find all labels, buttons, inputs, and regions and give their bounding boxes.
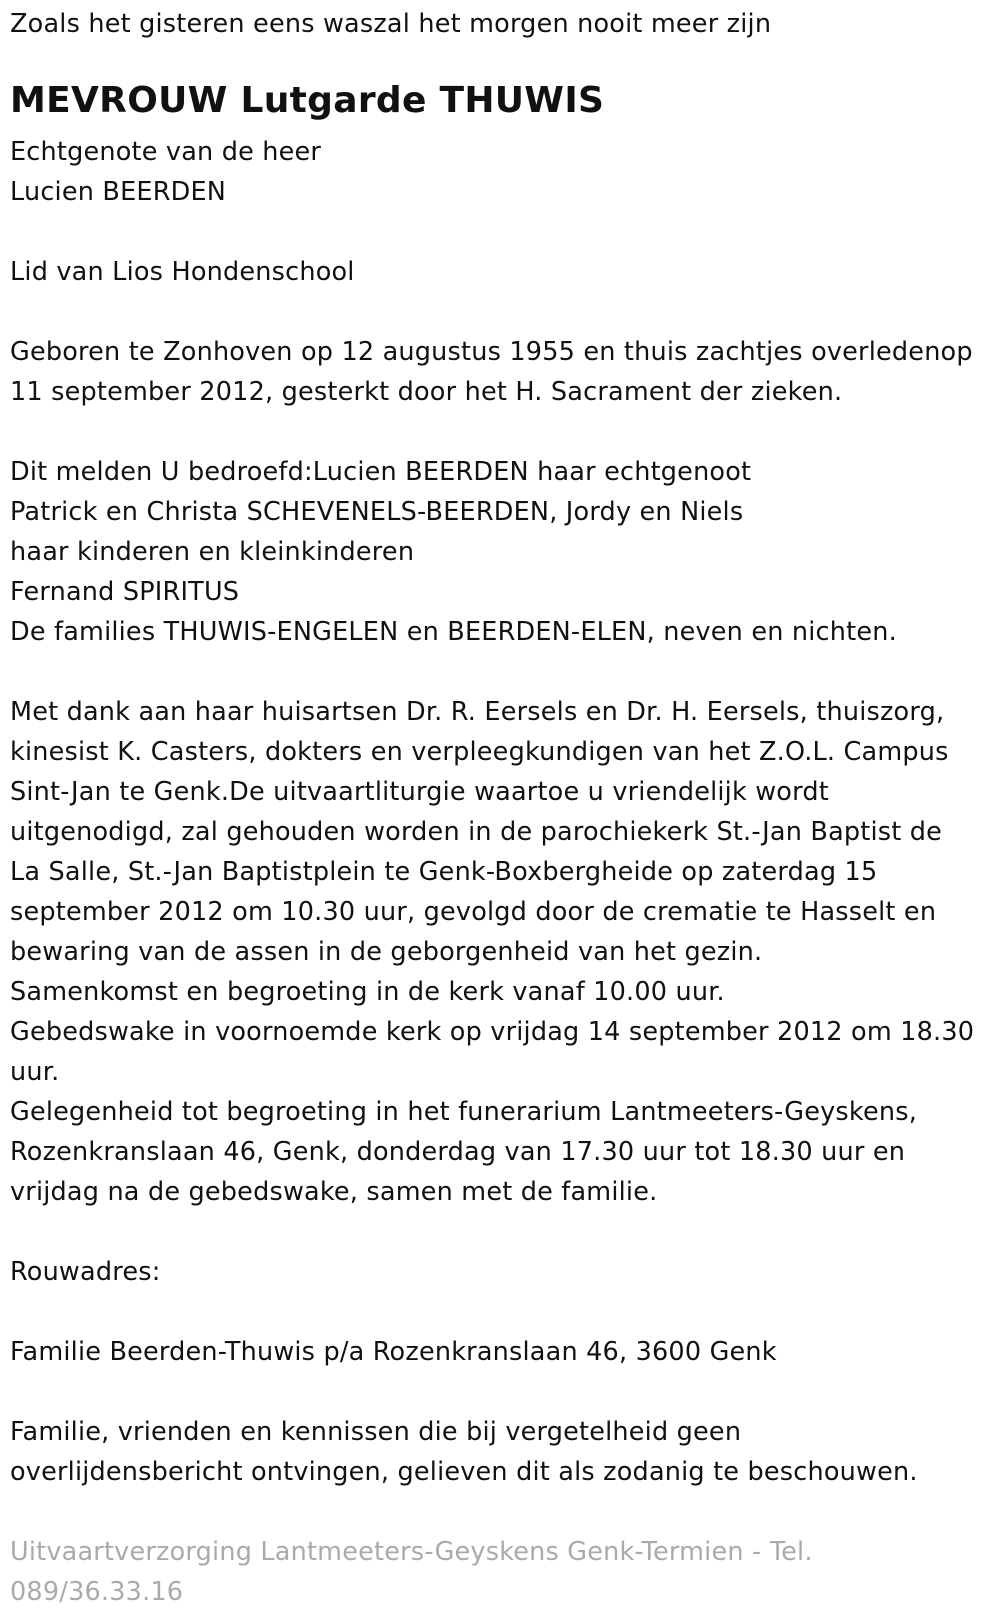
details-line: september 2012 om 10.30 uur, gevolgd door de crematie te Hasselt en [10, 897, 937, 927]
footer-line: 089/36.33.16 [10, 1577, 184, 1607]
details-line: Samenkomst en begroeting in de kerk vanaf 10.00 uur. [10, 977, 725, 1007]
spouse-line: Lucien BEERDEN [10, 177, 227, 207]
deceased-name-title: MEVROUW Lutgarde THUWIS [10, 80, 605, 121]
rouwadres-label: Rouwadres: [10, 1257, 161, 1287]
details-line: Gelegenheid tot begroeting in het funerarium Lantmeeters-Geyskens, [10, 1097, 918, 1127]
birth-death-block [10, 332, 1000, 412]
announcer-line: Patrick en Christa SCHEVENELS-BEERDEN, Jordy en Niels [10, 497, 744, 527]
funeral-details-block [10, 692, 1000, 1212]
spacer [10, 1292, 1000, 1332]
birth-line: Geboren te Zonhoven op 12 augustus 1955 en thuis zachtjes overledenop [10, 337, 973, 367]
details-line: Gebedswake in voornoemde kerk op vrijdag 14 september 2012 om 18.30 [10, 1017, 975, 1047]
announcer-line: De families THUWIS-ENGELEN en BEERDEN-ELEN, neven en nichten. [10, 617, 897, 647]
details-line: Rozenkranslaan 46, Genk, donderdag van 17.30 uur tot 18.30 uur en [10, 1137, 906, 1167]
notice-block [10, 1412, 1000, 1492]
spouse-block [10, 132, 1000, 212]
notice-line: Familie, vrienden en kennissen die bij vergetelheid geen [10, 1417, 742, 1447]
funeral-home-footer [10, 1532, 1000, 1612]
announcer-line: haar kinderen en kleinkinderen [10, 537, 415, 567]
spouse-line: Echtgenote van de heer [10, 137, 322, 167]
details-line: Met dank aan haar huisartsen Dr. R. Eersels en Dr. H. Eersels, thuiszorg, [10, 697, 945, 727]
rouwadres-address: Familie Beerden-Thuwis p/a Rozenkranslaan 46, 3600 Genk [10, 1337, 777, 1367]
membership: Lid van Lios Hondenschool [10, 257, 355, 287]
notice-line: overlijdensbericht ontvingen, gelieven dit als zodanig te beschouwen. [10, 1457, 918, 1487]
spacer [10, 1212, 1000, 1252]
details-line: kinesist K. Casters, dokters en verpleegkundigen van het Z.O.L. Campus [10, 737, 949, 767]
announcers-block [10, 452, 1000, 652]
spacer [10, 292, 1000, 332]
spacer [10, 1372, 1000, 1412]
spacer [10, 212, 1000, 252]
details-line: uur. [10, 1057, 60, 1087]
spacer [10, 1492, 1000, 1532]
details-line: bewaring van de assen in de geborgenheid van het gezin. [10, 937, 763, 967]
motto: Zoals het gisteren eens waszal het morgen nooit meer zijn [10, 9, 772, 39]
birth-line: 11 september 2012, gesterkt door het H. Sacrament der zieken. [10, 377, 843, 407]
spacer [10, 412, 1000, 452]
details-line: La Salle, St.-Jan Baptistplein te Genk-Boxbergheide op zaterdag 15 [10, 857, 878, 887]
details-line: Sint-Jan te Genk.De uitvaartliturgie waartoe u vriendelijk wordt [10, 777, 829, 807]
spacer [10, 652, 1000, 692]
announcer-line: Fernand SPIRITUS [10, 577, 240, 607]
details-line: vrijdag na de gebedswake, samen met de familie. [10, 1177, 658, 1207]
footer-line: Uitvaartverzorging Lantmeeters-Geyskens Genk-Termien - Tel. [10, 1537, 813, 1567]
announcer-line: Dit melden U bedroefd:Lucien BEERDEN haar echtgenoot [10, 457, 752, 487]
details-line: uitgenodigd, zal gehouden worden in de parochiekerk St.-Jan Baptist de [10, 817, 943, 847]
